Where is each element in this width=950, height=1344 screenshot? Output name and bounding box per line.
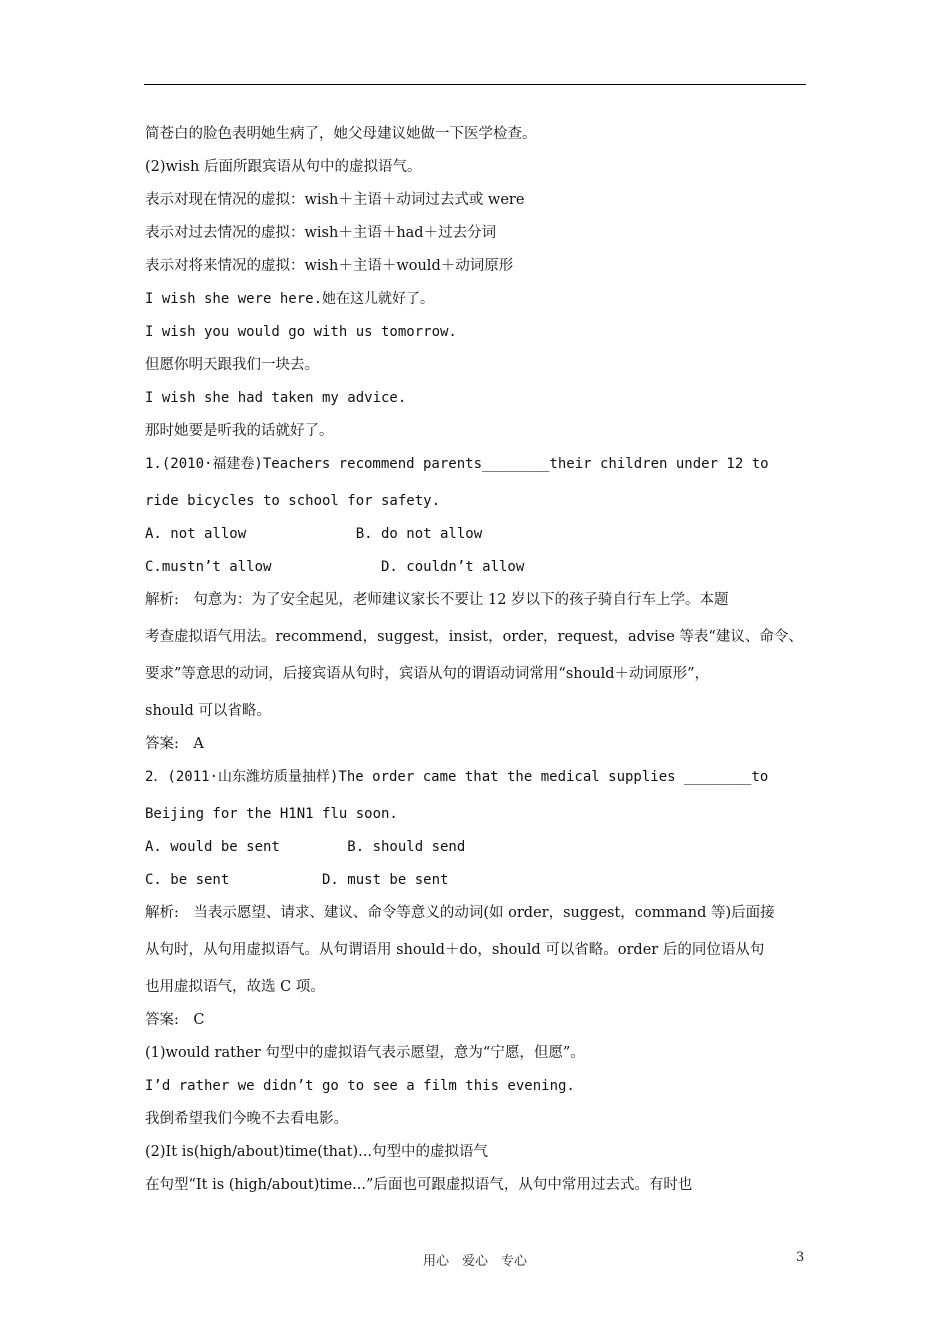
question-2-answer: 答案: C: [145, 1012, 205, 1028]
text-line: I’d rather we didn’t go to see a film this evening.: [145, 1078, 575, 1094]
text-line: I wish she were here.她在这儿就好了。: [145, 291, 435, 307]
text-line: 我倒希望我们今晚不去看电影。: [145, 1111, 348, 1127]
footer-motto: 用心 爱心 专心: [422, 1254, 527, 1269]
text-line: (1)would rather 句型中的虚拟语气表示愿望，意为“宁愿，但愿”。: [145, 1045, 585, 1061]
question-2-stem: 2．(2011·山东潍坊质量抽样)The order came that the medical supplies ________to: [145, 769, 769, 785]
text-line: 表示对将来情况的虚拟：wish＋主语＋would＋动词原形: [145, 258, 514, 274]
question-2-options: A. would be sent B. should send: [145, 839, 466, 855]
text-line: I wish you would go with us tomorrow.: [145, 324, 457, 340]
text-line: (2)wish 后面所跟宾语从句中的虚拟语气。: [145, 159, 422, 175]
document-body: [145, 124, 807, 1195]
text-line: 简苍白的脸色表明她生病了，她父母建议她做一下医学检查。: [145, 126, 537, 142]
question-2-analysis: 从句时，从句用虚拟语气。从句谓语用 should＋do，should 可以省略。order 后的同位语从句: [145, 942, 765, 958]
question-2-options: C. be sent D. must be sent: [145, 872, 449, 888]
text-line: 表示对现在情况的虚拟：wish＋主语＋动词过去式或 were: [145, 192, 525, 208]
question-1-stem: ride bicycles to school for safety.: [145, 493, 441, 509]
question-1-options: C.mustn’t allow D. couldn’t allow: [145, 559, 525, 575]
page-number: 3: [796, 1250, 805, 1265]
question-1-options: A. not allow B. do not allow: [145, 526, 483, 542]
text-line: 但愿你明天跟我们一块去。: [145, 357, 319, 373]
question-2-analysis: 也用虚拟语气，故选 C 项。: [145, 979, 325, 995]
header-rule: [144, 84, 806, 85]
text-line: 表示对过去情况的虚拟：wish＋主语＋had＋过去分词: [145, 225, 497, 241]
question-1-analysis: 解析: 句意为：为了安全起见，老师建议家长不要让 12 岁以下的孩子骑自行车上学。本题: [145, 592, 729, 608]
question-1-analysis: should 可以省略。: [145, 703, 271, 719]
question-1-analysis: 考查虚拟语气用法。recommend，suggest，insist，order，request，advise 等表“建议、命令、: [145, 629, 803, 645]
text-line: I wish she had taken my advice.: [145, 390, 407, 406]
text-line: 在句型“It is (high/about)time...”后面也可跟虚拟语气，从句中常用过去式。有时也: [145, 1177, 693, 1193]
question-1-analysis: 要求”等意思的动词，后接宾语从句时，宾语从句的谓语动词常用“should＋动词原形”，: [145, 666, 710, 682]
question-2-analysis: 解析: 当表示愿望、请求、建议、命令等意义的动词(如 order，suggest，command 等)后面接: [145, 905, 775, 921]
question-1-stem: 1.(2010·福建卷)Teachers recommend parents________their children under 12 to: [145, 456, 769, 472]
text-line: (2)It is(high/about)time(that)...句型中的虚拟语气: [145, 1144, 488, 1160]
text-line: 那时她要是听我的话就好了。: [145, 423, 334, 439]
question-2-stem: Beijing for the H1N1 flu soon.: [145, 806, 398, 822]
question-1-answer: 答案: A: [145, 736, 204, 752]
